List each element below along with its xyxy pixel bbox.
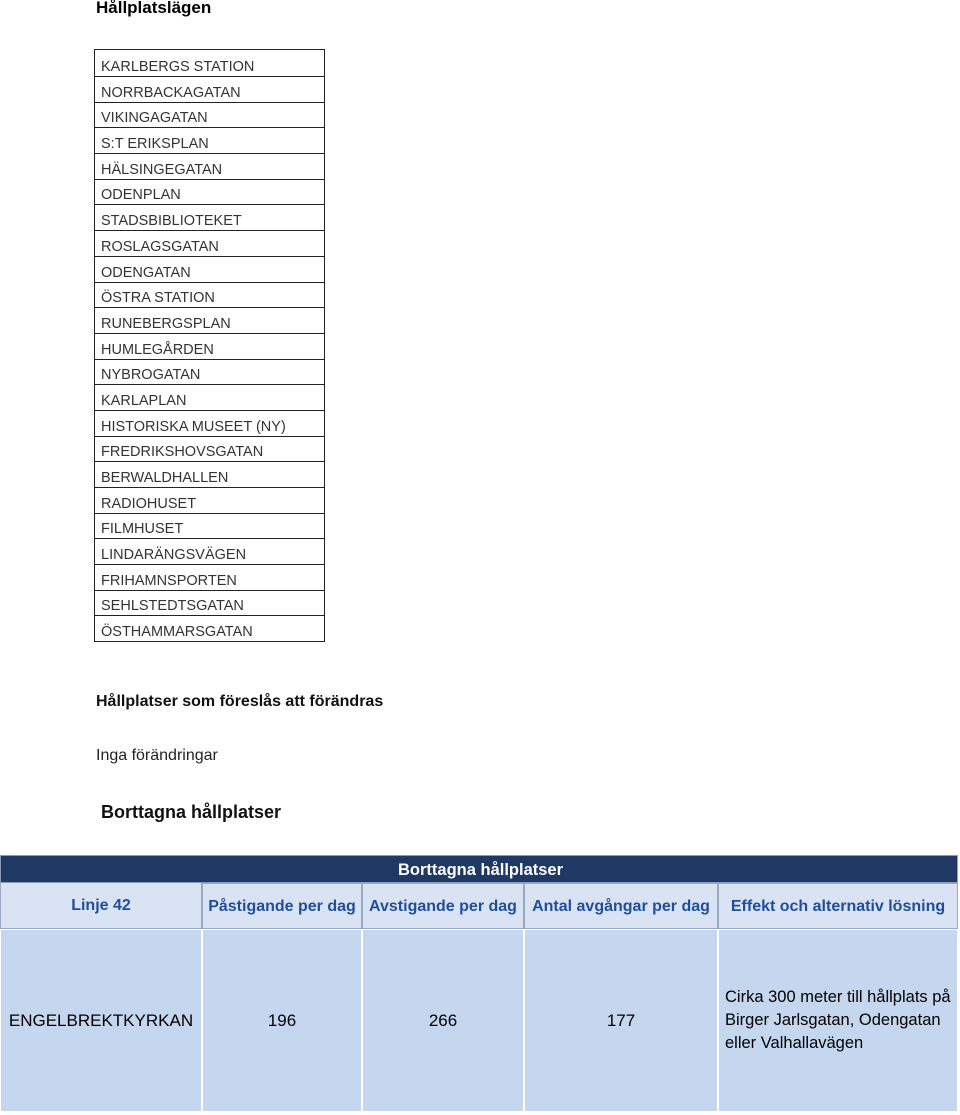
boarding-value: 196 (267, 1010, 297, 1030)
cell-departures (524, 929, 718, 1112)
header-effect-label: Effekt och alternativ lösning (730, 897, 946, 915)
stop-name: HISTORISKA MUSEET (NY) (95, 410, 325, 436)
stop-row (95, 513, 325, 539)
stop-row (95, 616, 325, 642)
stop-row (95, 154, 325, 180)
stop-row (95, 256, 325, 282)
header-alighting-label: Avstigande per dag (369, 897, 517, 915)
removed-stops-heading: Borttagna hållplatser (101, 802, 282, 822)
stop-row (95, 436, 325, 462)
stop-row (95, 385, 325, 411)
stop-name: RADIOHUSET (95, 488, 325, 514)
stop-name: ODENPLAN (95, 179, 325, 205)
header-departures (524, 883, 718, 929)
header-alighting (362, 883, 524, 929)
stop-name: STADSBIBLIOTEKET (95, 205, 325, 231)
stop-name: ÖSTHAMMARSGATAN (95, 616, 325, 642)
stop-row (95, 462, 325, 488)
stop-name: VIKINGAGATAN (95, 102, 325, 128)
stops-table (94, 49, 325, 642)
alighting-value: 266 (428, 1010, 458, 1030)
stop-row (95, 488, 325, 514)
stop-row (95, 539, 325, 565)
stop-name: FILMHUSET (95, 513, 325, 539)
stop-name: FRIHAMNSPORTEN (95, 565, 325, 591)
page-title: Hållplatslägen (96, 0, 212, 17)
stop-row (95, 179, 325, 205)
stop-row (95, 359, 325, 385)
stop-row (95, 128, 325, 154)
header-effect (718, 883, 958, 929)
removed-stops-table (0, 855, 959, 1112)
stop-row (95, 231, 325, 257)
stop-name: HÄLSINGEGATAN (95, 154, 325, 180)
stop-name: S:T ERIKSPLAN (95, 128, 325, 154)
header-line-label: Linje 42 (71, 897, 131, 914)
stop-name: KARLAPLAN (95, 385, 325, 411)
stop-row (95, 102, 325, 128)
stop-name: ODENGATAN (95, 256, 325, 282)
stop-row (95, 50, 325, 77)
effect-text: Cirka 300 meter till hållplats på Birger Jarlsgatan, Odengatan eller Valhallavägen (725, 988, 951, 1052)
header-departures-label: Antal avgångar per dag (532, 897, 710, 915)
stop-name: SEHLSTEDTSGATAN (95, 590, 325, 616)
cell-boarding (202, 929, 362, 1112)
stop-name: NYBROGATAN (95, 359, 325, 385)
proposed-changes-text: Inga förändringar (96, 747, 218, 764)
table-caption-text: Borttagna hållplatser (398, 861, 564, 879)
departures-value: 177 (606, 1010, 636, 1030)
stop-row (95, 590, 325, 616)
header-boarding (202, 883, 362, 929)
stop-row (95, 77, 325, 103)
cell-alighting (362, 929, 524, 1112)
stop-row (95, 410, 325, 436)
stop-name: FREDRIKSHOVSGATAN (95, 436, 325, 462)
stop-row (95, 205, 325, 231)
stop-row (95, 282, 325, 308)
stop-name: LINDARÄNGSVÄGEN (95, 539, 325, 565)
stop-name: ÖSTRA STATION (95, 282, 325, 308)
stop-row (95, 333, 325, 359)
stop-name: ROSLAGSGATAN (95, 231, 325, 257)
cell-effect (718, 929, 958, 1112)
stop-name-text: ENGELBREKTKYRKAN (8, 1010, 194, 1030)
cell-stop-name (0, 929, 202, 1112)
stop-name: NORRBACKAGATAN (95, 77, 325, 103)
stop-name: HUMLEGÅRDEN (95, 333, 325, 359)
stop-name: RUNEBERGSPLAN (95, 308, 325, 334)
table-caption (0, 855, 958, 883)
stop-name: BERWALDHALLEN (95, 462, 325, 488)
proposed-changes-heading: Hållplatser som föreslås att förändras (96, 693, 384, 710)
header-line (0, 883, 202, 929)
stop-row (95, 565, 325, 591)
stop-row (95, 308, 325, 334)
header-boarding-label: Påstigande per dag (208, 897, 356, 915)
stop-name: KARLBERGS STATION (95, 50, 325, 77)
